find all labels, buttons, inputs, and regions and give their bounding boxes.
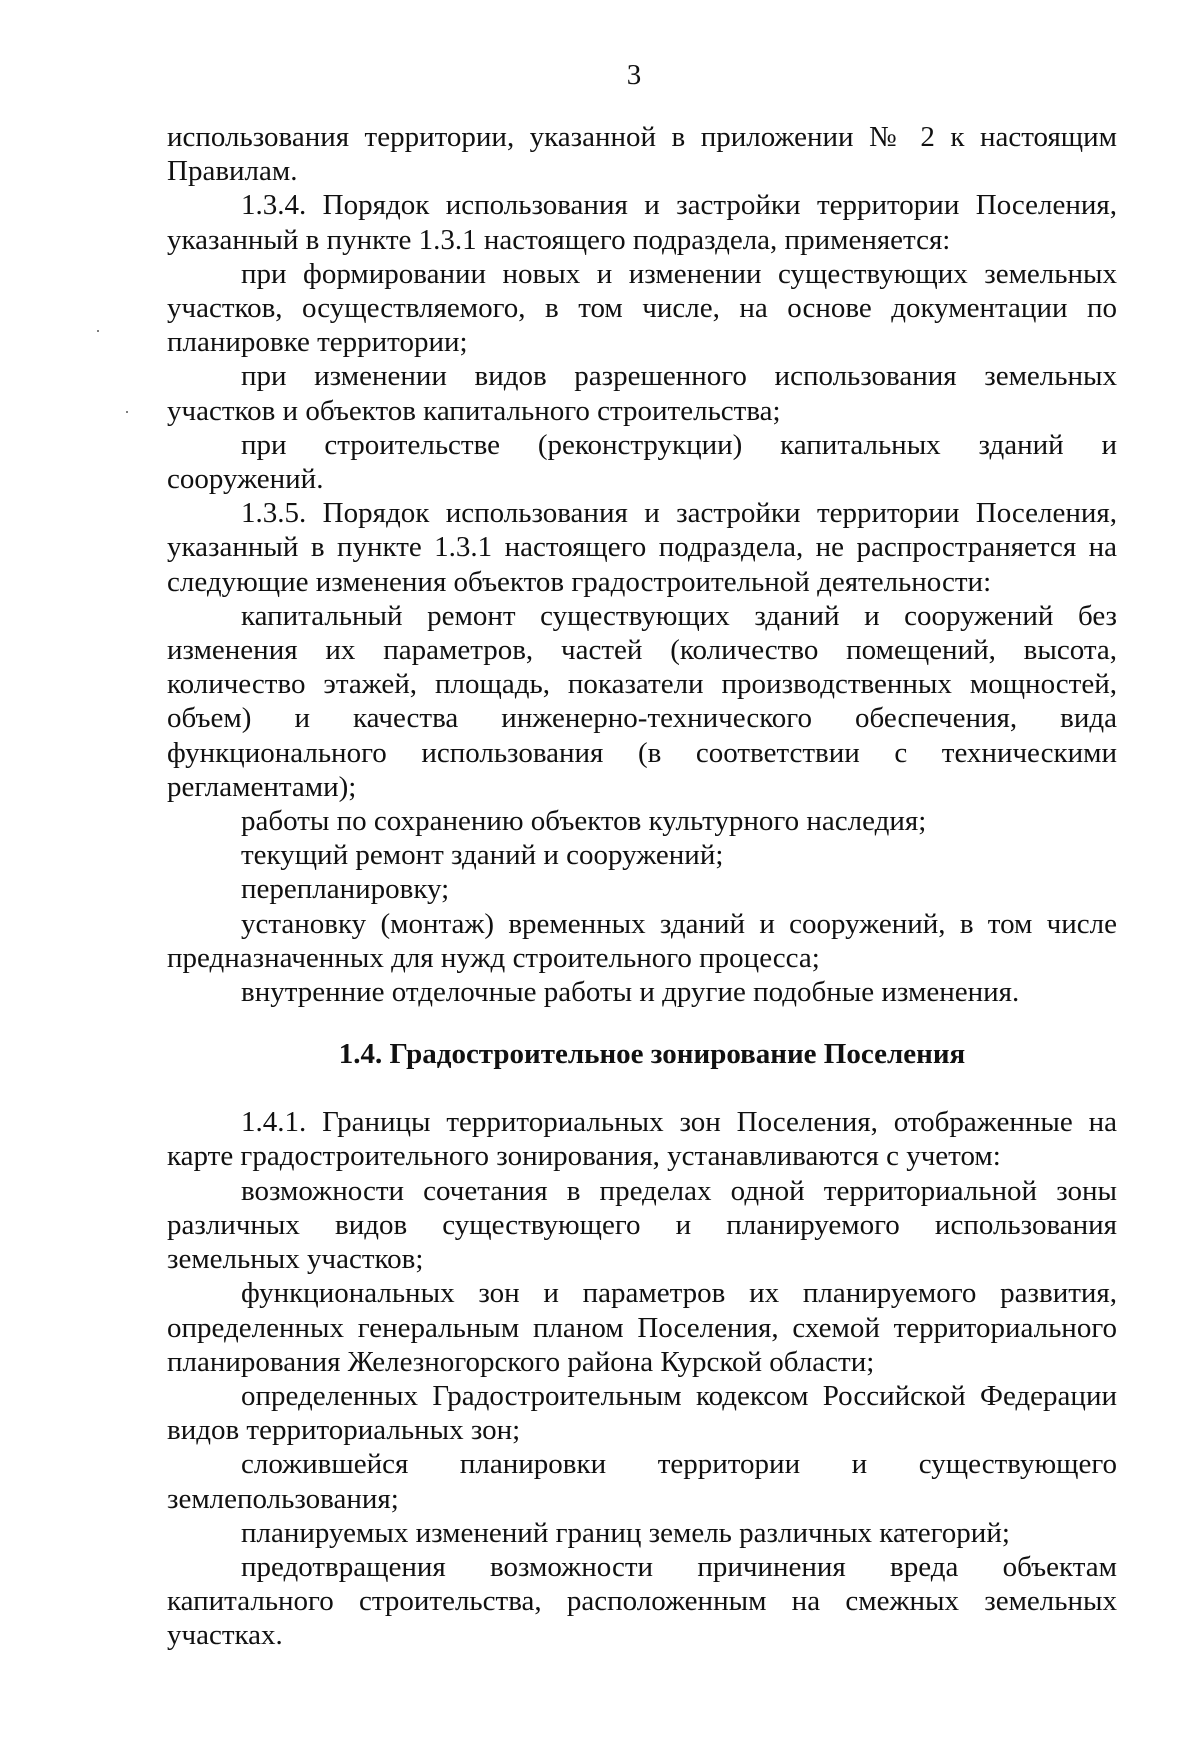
paragraph: установку (монтаж) временных зданий и сооружений, в том числе предназначенных для нужд строительного процесса; (167, 907, 1117, 974)
paragraph: внутренние отделочные работы и другие подобные изменения. (241, 976, 1020, 1009)
paragraph: работы по сохранению объектов культурного наследия; (241, 805, 927, 838)
scan-speck (97, 330, 99, 332)
scan-speck (126, 411, 128, 413)
paragraphs-before (167, 120, 1117, 1009)
paragraph: 1.3.4. Порядок использования и застройки территории Поселения, указанный в пункте 1.3.1 настоящего подраздела, применяется: (167, 189, 1117, 256)
paragraph: при строительстве (реконструкции) капитальных зданий и сооружений. (167, 428, 1117, 496)
paragraph: планируемых изменений границ земель различных категорий; (241, 1516, 1010, 1549)
paragraphs-after (167, 1105, 1117, 1652)
paragraph: использования территории, указанной в приложении № 2 к настоящим Правилам. (167, 121, 1117, 188)
paragraph: определенных Градостроительным кодексом Российской Федерации видов территориальных зон; (167, 1379, 1117, 1447)
paragraph: 1.4.1. Границы территориальных зон Поселения, отображенные на карте градостроительного зонирования, устанавливаются с учетом: (167, 1106, 1117, 1173)
document-body (167, 120, 1117, 1653)
paragraph: перепланировку; (241, 873, 450, 906)
page-number: 3 (626, 59, 642, 91)
paragraph: возможности сочетания в пределах одной территориальной зоны различных видов существующего и планируемого использования земельных участков; (167, 1174, 1117, 1276)
paragraph: капитальный ремонт существующих зданий и сооружений без изменения их параметров, частей (количество помещений, высота, количество этажей, площадь, показатели производственных мощностей, объем) и качества инженерно-технического обеспечения, вида функционального использования (в соответствии с техническими регламентами); (167, 599, 1117, 803)
section-heading: 1.4. Градостроительное зонирование Поселения (338, 1038, 966, 1071)
paragraph: при изменении видов разрешенного использования земельных участков и объектов капитального строительства; (167, 360, 1117, 427)
paragraph: предотвращения возможности причинения вреда объектам капитального строительства, расположенным на смежных земельных участках. (167, 1550, 1117, 1652)
paragraph: при формировании новых и изменении существующих земельных участков, осуществляемого, в том числе, на основе документации по планировке территории; (167, 257, 1117, 359)
paragraph: 1.3.5. Порядок использования и застройки территории Поселения, указанный в пункте 1.3.1 настоящего подраздела, не распространяется на следующие изменения объектов градостроительной деятельности: (167, 497, 1117, 598)
paragraph: функциональных зон и параметров их планируемого развития, определенных генеральным планом Поселения, схемой территориального планирования Железногорского района Курской области; (167, 1277, 1117, 1378)
paragraph: текущий ремонт зданий и сооружений; (241, 839, 724, 872)
paragraph: сложившейся планировки территории и существующего землепользования; (167, 1448, 1117, 1515)
